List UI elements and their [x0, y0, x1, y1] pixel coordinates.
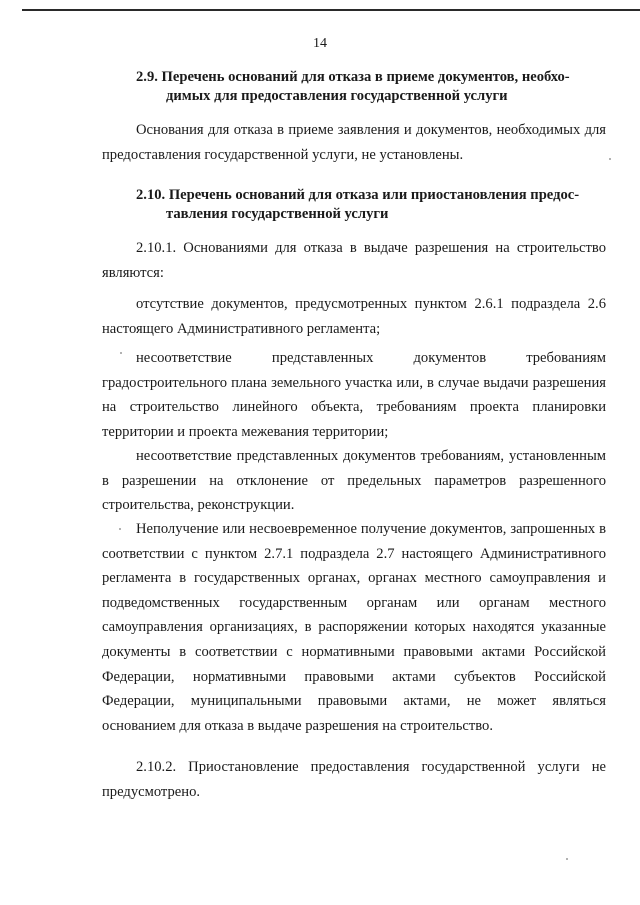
scan-speck [566, 858, 568, 860]
section-2-9-heading [136, 68, 606, 106]
section-2-9-heading-line2: димых для предоставления государственной услуги [166, 88, 508, 104]
paragraph-2-10-2: 2.10.2. Приостановление предоставления государственной услуги не предусмотрено. [102, 759, 606, 800]
paragraph-nonreceipt-documents: Неполучение или несвоевременное получение документов, запрошенных в соответствии с пунктом 2.7.1 подраздела 2.7 настоящего Административного регламента в государственных органах, органах местного самоуправления и подведомственных государственным органам или органам местного самоуправления организациях, в распоряжении которых находятся указанные документы в соответствии с нормативными правовыми актами Российской Федерации, нормативными правовыми актами субъектов Российской Федерации, муниципальными правовыми актами, не может являться основанием для отказа в выдаче разрешения на строительство. [102, 521, 606, 734]
scan-speck [119, 528, 121, 530]
scan-speck [609, 158, 611, 160]
section-2-9-heading-line1: 2.9. Перечень оснований для отказа в приеме документов, необхо- [136, 69, 570, 85]
section-2-10-heading [136, 186, 606, 224]
section-2-10-heading-line2: тавления государственной услуги [166, 206, 389, 222]
section-2-10-heading-line1: 2.10. Перечень оснований для отказа или приостановления предос- [136, 187, 580, 203]
paragraph-deviation-mismatch: несоответствие представленных документов требованиям, установленным в разрешении на отклонение от предельных параметров разрешенного строительства, реконструкции. [102, 448, 606, 514]
paragraph-missing-documents: отсутствие документов, предусмотренных пунктом 2.6.1 подраздела 2.6 настоящего Административного регламента; [102, 296, 606, 337]
scan-speck [120, 352, 122, 354]
paragraph-plan-mismatch: несоответствие представленных документов требованиям градостроительного плана земельного участка или, в случае выдачи разрешения на строительство линейного объекта, требованиям проекта планировки территории и проекта межевания территории; [102, 350, 606, 440]
paragraph-2-10-1: 2.10.1. Основаниями для отказа в выдаче разрешения на строительство являются: [102, 240, 606, 281]
section-2-9-paragraph: Основания для отказа в приеме заявления и документов, необходимых для предоставления государственной услуги, не установлены. [102, 122, 606, 163]
page-number: 14 [313, 36, 327, 51]
top-border-line [22, 9, 640, 11]
